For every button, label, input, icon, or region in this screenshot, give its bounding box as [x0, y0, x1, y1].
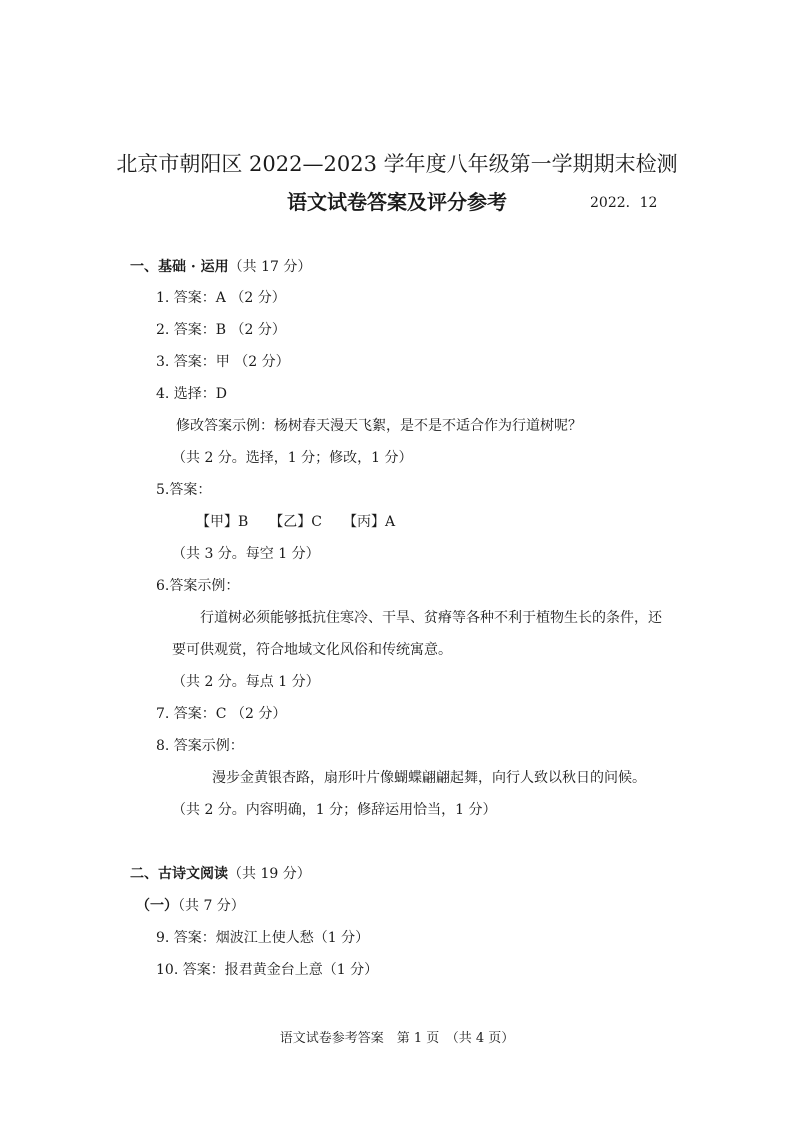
answer-q9: 9. 答案：烟波江上使人愁（1 分）: [156, 930, 370, 946]
subsection-1-heading: [136, 895, 245, 915]
answer-q3: 3. 答案：甲 （2 分）: [156, 354, 290, 370]
subsection-1-score: （共 7 分）: [178, 898, 245, 914]
subsection-1-label: （一）: [136, 898, 178, 914]
answer-q5-options: 【甲】B 【乙】C 【丙】A: [196, 514, 396, 530]
answer-q5-score: （共 3 分。每空 1 分）: [172, 546, 320, 562]
section-2-title: 二、古诗文阅读: [130, 866, 228, 882]
section-1-heading: [130, 256, 311, 276]
answer-q6-text-line2: 要可供观赏，符合地域文化风俗和传统寓意。: [172, 642, 452, 658]
answer-q4-example: 修改答案示例：杨树春天漫天飞絮，是不是不适合作为行道树呢？: [176, 418, 582, 434]
section-1-title: 一、基础 · 运用: [130, 259, 229, 275]
answer-q8: 8. 答案示例：: [156, 738, 244, 754]
answer-q6-score: （共 2 分。每点 1 分）: [172, 674, 320, 690]
section-2-score: （共 19 分）: [228, 866, 311, 882]
answer-title: 语文试卷答案及评分参考: [287, 190, 507, 214]
answer-q6: 6.答案示例：: [156, 578, 240, 594]
exam-date: 2022．12: [590, 195, 658, 211]
section-2-heading: [130, 863, 311, 883]
answer-q5: 5.答案：: [156, 482, 212, 498]
answer-q10: 10. 答案：报君黄金台上意（1 分）: [156, 962, 379, 978]
answer-q1: 1. 答案：A （2 分）: [156, 290, 286, 306]
answer-q8-text: 漫步金黄银杏路，扇形叶片像蝴蝶翩翩起舞，向行人致以秋日的问候。: [212, 770, 646, 786]
answer-q8-score: （共 2 分。内容明确，1 分；修辞运用恰当，1 分）: [172, 802, 497, 818]
page-footer: 语文试卷参考答案 第 1 页 （共 4 页）: [279, 1031, 515, 1046]
answer-q4-score: （共 2 分。选择，1 分；修改，1 分）: [172, 450, 413, 466]
answer-q2: 2. 答案：B （2 分）: [156, 322, 286, 338]
answer-q7: 7. 答案：C （2 分）: [156, 706, 287, 722]
section-1-score: （共 17 分）: [228, 259, 312, 275]
answer-q4: 4. 选择：D: [156, 386, 228, 402]
exam-title: 北京市朝阳区 2022—2023 学年度八年级第一学期期末检测: [116, 152, 678, 176]
answer-q6-text-line1: 行道树必须能够抵抗住寒冷、干旱、贫瘠等各种不利于植物生长的条件，还: [200, 610, 662, 626]
